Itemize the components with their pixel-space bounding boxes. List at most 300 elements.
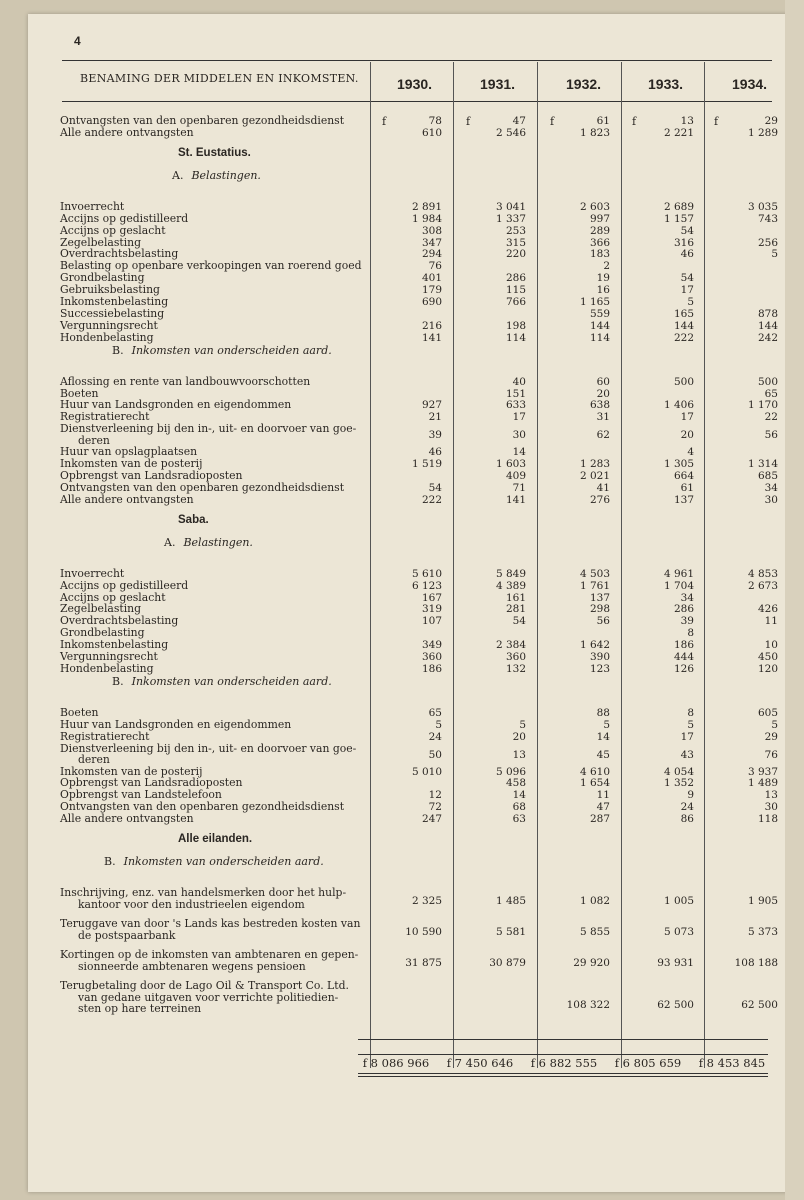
page-number: 4 (74, 34, 81, 48)
cell-value: 179 (421, 284, 442, 297)
cell-value: 5 373 (747, 925, 778, 938)
cell-value: 2 (603, 260, 610, 273)
cell-value: 12 (428, 789, 442, 802)
cell-value: 5 (771, 718, 778, 731)
cell-value: 5 849 (495, 567, 526, 580)
cell-value: 54 (680, 224, 694, 237)
cell-value: 20 (680, 429, 694, 442)
column-rule (621, 62, 622, 1068)
cell-value: 144 (589, 319, 610, 332)
cell-value: 43 (680, 748, 694, 761)
cell-value: 137 (673, 493, 694, 506)
cell-value: 60 (596, 375, 610, 388)
row-label: Accijns op geslacht (60, 223, 166, 237)
subsection-heading (104, 855, 324, 868)
cell-value: 56 (596, 615, 610, 628)
cell-value: 349 (421, 639, 442, 652)
cell-value: 216 (421, 319, 442, 332)
cell-value: 409 (505, 470, 526, 482)
row-label: Registratierecht (60, 410, 150, 424)
cell-value: 186 (421, 662, 442, 675)
cell-value: 198 (505, 319, 526, 332)
cell-value: 450 (757, 651, 778, 663)
currency-symbol: f (714, 115, 719, 128)
cell-value: 17 (680, 411, 694, 424)
cell-value: 17 (680, 730, 694, 743)
row-label: van gedane uitgaven voor verrichte politiedien- (78, 990, 339, 1004)
cell-value: 144 (757, 319, 778, 332)
row-label: Huur van Landsgronden en eigendommen (60, 398, 292, 412)
cell-value: 20 (596, 387, 610, 400)
cell-value: 4 054 (663, 765, 694, 778)
cell-value: 287 (589, 813, 610, 826)
row-label: Registratierecht (60, 729, 150, 743)
row-label: Grondbelasting (60, 626, 145, 640)
header-year-1931: 1931. (480, 76, 516, 92)
cell-value: 4 389 (495, 579, 526, 592)
cell-value: 247 (421, 813, 442, 826)
cell-value: 126 (673, 662, 694, 675)
header-year-1934: 1934. (732, 76, 768, 92)
cell-value: 2 384 (495, 639, 526, 652)
cell-value: 114 (589, 331, 610, 344)
cell-value: 3 035 (747, 200, 778, 213)
cell-value: 6 123 (411, 579, 442, 592)
row-label: de postspaarbank (78, 928, 176, 942)
cell-value: 31 875 (405, 956, 442, 969)
cell-value: 50 (428, 748, 442, 761)
subsection-letter: A. (164, 535, 176, 549)
row-label: Invoerrecht (60, 566, 125, 580)
cell-value: 132 (505, 662, 526, 675)
section-heading: Alle eilanden. (178, 833, 253, 845)
row-label: Aflossing en rente van landbouwvoorschotten (60, 374, 311, 388)
header-year-1932: 1932. (566, 76, 602, 92)
row-label: Ontvangsten van den openbaren gezondheidsdienst (60, 480, 345, 494)
cell-value: 61 (596, 115, 610, 127)
cell-value: 5 010 (411, 765, 442, 778)
cell-value: 8 (687, 627, 694, 640)
cell-value: 123 (589, 662, 610, 675)
cell-value: 3 041 (495, 200, 526, 213)
cell-value: 46 (680, 248, 694, 261)
currency-symbol: f (550, 115, 555, 128)
cell-value: 9 (687, 789, 694, 802)
cell-value: 76 (764, 748, 778, 761)
cell-value: 256 (757, 236, 778, 249)
row-label: sten op hare terreinen (78, 1002, 202, 1015)
cell-value: 167 (421, 591, 442, 604)
cell-value: 183 (589, 248, 610, 261)
cell-value: 161 (505, 591, 526, 604)
cell-value: 1 704 (663, 579, 694, 592)
header-rule-top (62, 60, 772, 61)
cell-value: 286 (505, 272, 526, 285)
cell-value: 2 221 (663, 126, 694, 139)
cell-value: 141 (421, 331, 442, 344)
row-label: Terugbetaling door de Lago Oil & Transport Co. Ltd. (60, 979, 349, 992)
cell-value: 308 (421, 224, 442, 237)
cell-value: 22 (764, 411, 778, 424)
cell-value: 426 (757, 603, 778, 616)
cell-value: 1 170 (747, 399, 778, 412)
cell-value: 222 (421, 493, 442, 506)
column-rule (704, 62, 705, 1068)
cell-value: 2 021 (579, 470, 610, 482)
currency-symbol: f (382, 115, 387, 128)
cell-value: 1 654 (579, 777, 610, 790)
total-1930: f 8 086 966 (362, 1056, 430, 1070)
header-year-1933: 1933. (648, 76, 684, 92)
cell-value: 61 (680, 481, 694, 494)
row-label: Alle andere ontvangsten (60, 125, 194, 139)
cell-value: 500 (673, 375, 694, 388)
cell-value: 4 961 (663, 567, 694, 580)
cell-value: 39 (680, 615, 694, 628)
cell-value: 878 (757, 307, 778, 320)
subsection-title: Inkomsten van onderscheiden aard. (123, 855, 324, 868)
total-1934: f 8 453 845 (698, 1056, 766, 1070)
cell-value: 685 (757, 470, 778, 482)
row-label: Zegelbelasting (60, 602, 142, 616)
row-label: Opbrengst van Landsradioposten (60, 776, 243, 790)
row-label: Grondbelasting (60, 271, 145, 285)
cell-value: 4 (687, 446, 694, 459)
cell-value: 5 581 (495, 925, 526, 938)
cell-value: 115 (505, 284, 526, 297)
cell-value: 633 (505, 399, 526, 412)
cell-value: 114 (505, 331, 526, 344)
row-label: Ontvangsten van den openbaren gezondheidsdienst (60, 800, 345, 814)
cell-value: 500 (757, 375, 778, 388)
cell-value: 390 (589, 651, 610, 663)
cell-value: 5 (519, 718, 526, 731)
total-1933: f 6 805 659 (614, 1056, 682, 1070)
row-label: Ontvangsten van den openbaren gezondheidsdienst (60, 114, 345, 127)
row-label: kantoor voor den industrieelen eigendom (78, 897, 305, 911)
cell-value: 610 (421, 126, 442, 139)
cell-value: 253 (505, 224, 526, 237)
cell-value: 605 (757, 706, 778, 719)
cell-value: 29 (764, 730, 778, 743)
section-heading: Saba. (178, 513, 209, 526)
row-label: Inkomstenbelasting (60, 295, 169, 308)
cell-value: 1 603 (495, 458, 526, 471)
cell-value: 11 (764, 615, 778, 628)
cell-value: 997 (589, 212, 610, 225)
cell-value: 62 500 (741, 999, 778, 1011)
cell-value: 222 (673, 331, 694, 344)
cell-value: 76 (428, 260, 442, 273)
cell-value: 5 (603, 718, 610, 731)
cell-value: 54 (428, 481, 442, 494)
cell-value: 68 (512, 801, 526, 814)
subsection-title: Inkomsten van onderscheiden aard. (131, 674, 332, 688)
subsection-letter: B. (104, 855, 116, 868)
cell-value: 24 (428, 730, 442, 743)
row-label: Dienstverleening bij den in-, uit- en doorvoer van goe- (60, 422, 357, 436)
cell-value: 276 (589, 493, 610, 506)
row-label: Inkomsten van de posterij (60, 764, 203, 778)
cell-value: 14 (512, 446, 526, 459)
row-label: Dienstverleening bij den in-, uit- en doorvoer van goe- (60, 741, 357, 755)
row-label: Hondenbelasting (60, 661, 154, 675)
cell-value: 4 853 (747, 567, 778, 580)
cell-value: 1 314 (747, 458, 778, 471)
total-underline (358, 1076, 768, 1077)
subsection-title: Belastingen. (183, 535, 253, 549)
cell-value: 1 005 (663, 894, 694, 907)
subsection-letter: A. (172, 168, 184, 182)
cell-value: 88 (596, 706, 610, 719)
cell-value: 2 325 (411, 894, 442, 907)
cell-value: 141 (505, 493, 526, 506)
row-label: Opbrengst van Landsradioposten (60, 469, 243, 482)
cell-value: 137 (589, 591, 610, 604)
cell-value: 286 (673, 603, 694, 616)
cell-value: 1 485 (495, 894, 526, 907)
cell-value: 2 546 (495, 126, 526, 139)
row-label: Inschrijving, enz. van handelsmerken door het hulp- (60, 886, 347, 899)
cell-value: 13 (512, 748, 526, 761)
cell-value: 31 (596, 411, 610, 424)
cell-value: 5 (435, 718, 442, 731)
cell-value: 315 (505, 236, 526, 249)
cell-value: 41 (596, 481, 610, 494)
cell-value: 316 (673, 236, 694, 249)
row-label: deren (78, 433, 110, 447)
row-label: Opbrengst van Landstelefoon (60, 788, 222, 802)
cell-value: 30 (764, 493, 778, 506)
cell-value: 29 (764, 115, 778, 127)
cell-value: 1 984 (411, 212, 442, 225)
subsection-title: Belastingen. (191, 168, 261, 182)
cell-value: 71 (512, 481, 526, 494)
cell-value: 62 500 (657, 999, 694, 1011)
cell-value: 30 (764, 801, 778, 814)
row-label: Inkomsten van de posterij (60, 457, 203, 471)
row-label: Vergunningsrecht (60, 650, 158, 663)
cell-value: 65 (428, 706, 442, 719)
row-label: Overdrachtsbelasting (60, 247, 179, 261)
row-label: Teruggave van door 's Lands kas bestreden kosten van (60, 917, 361, 930)
cell-value: 118 (757, 813, 778, 826)
cell-value: 2 689 (663, 200, 694, 213)
row-label: Alle andere ontvangsten (60, 492, 194, 506)
row-label: Huur van opslagplaatsen (60, 445, 198, 459)
cell-value: 5 (687, 718, 694, 731)
row-label: Accijns op gedistilleerd (60, 578, 189, 592)
cell-value: 165 (673, 307, 694, 320)
cell-value: 1 283 (579, 458, 610, 471)
row-label: Accijns op geslacht (60, 590, 166, 604)
cell-value: 4 610 (579, 765, 610, 778)
cell-value: 4 503 (579, 567, 610, 580)
column-rule (537, 62, 538, 1068)
cell-value: 1 489 (747, 777, 778, 790)
cell-value: 11 (596, 789, 610, 802)
cell-value: 1 165 (579, 296, 610, 308)
cell-value: 360 (505, 651, 526, 663)
cell-value: 1 337 (495, 212, 526, 225)
cell-value: 638 (589, 399, 610, 412)
cell-value: 17 (512, 411, 526, 424)
total-1931: f 7 450 646 (446, 1056, 514, 1070)
cell-value: 34 (680, 591, 694, 604)
cell-value: 458 (505, 777, 526, 790)
cell-value: 1 082 (579, 894, 610, 907)
cell-value: 1 157 (663, 212, 694, 225)
cell-value: 24 (680, 801, 694, 814)
row-label: Inkomstenbelasting (60, 638, 169, 652)
cell-value: 54 (512, 615, 526, 628)
cell-value: 559 (589, 307, 610, 320)
cell-value: 401 (421, 272, 442, 285)
cell-value: 289 (589, 224, 610, 237)
row-label: Overdrachtsbelasting (60, 614, 179, 628)
cell-value: 1 761 (579, 579, 610, 592)
subsection-letter: B. (112, 674, 124, 688)
row-label: Successiebelasting (60, 306, 165, 320)
cell-value: 664 (673, 470, 694, 482)
row-label: Boeten (60, 705, 99, 719)
cell-value: 3 937 (747, 765, 778, 778)
cell-value: 78 (428, 115, 442, 127)
cell-value: 34 (764, 481, 778, 494)
cell-value: 144 (673, 319, 694, 332)
cell-value: 281 (505, 603, 526, 616)
cell-value: 1 823 (579, 126, 610, 139)
cell-value: 2 891 (411, 200, 442, 213)
cell-value: 56 (764, 429, 778, 442)
row-label: Boeten (60, 386, 99, 400)
cell-value: 54 (680, 272, 694, 285)
cell-value: 927 (421, 399, 442, 412)
cell-value: 45 (596, 748, 610, 761)
cell-value: 5 (771, 248, 778, 261)
subsection-heading (112, 344, 332, 357)
cell-value: 151 (505, 387, 526, 400)
cell-value: 743 (757, 212, 778, 225)
cell-value: 30 879 (489, 956, 526, 969)
cell-value: 294 (421, 248, 442, 261)
cell-value: 1 305 (663, 458, 694, 471)
cell-value: 2 673 (747, 579, 778, 592)
cell-value: 319 (421, 603, 442, 616)
header-year-1930: 1930. (397, 76, 433, 92)
section-heading: St. Eustatius. (178, 146, 251, 159)
cell-value: 186 (673, 639, 694, 652)
header-rule-bottom (62, 101, 772, 102)
cell-value: 13 (764, 789, 778, 802)
cell-value: 63 (512, 813, 526, 826)
cell-value: 14 (512, 789, 526, 802)
row-label: Hondenbelasting (60, 330, 154, 344)
cell-value: 30 (512, 429, 526, 442)
cell-value: 40 (512, 375, 526, 388)
total-1932: f 6 882 555 (530, 1056, 598, 1070)
cell-value: 72 (428, 801, 442, 814)
cell-value: 366 (589, 236, 610, 249)
cell-value: 108 322 (566, 999, 610, 1011)
column-rule (453, 62, 454, 1068)
cell-value: 20 (512, 730, 526, 743)
row-label: Zegelbelasting (60, 235, 142, 249)
cell-value: 298 (589, 603, 610, 616)
subsection-heading (172, 169, 261, 182)
cell-value: 5 610 (411, 567, 442, 580)
cell-value: 5 073 (663, 925, 694, 938)
cell-value: 1 642 (579, 639, 610, 652)
cell-value: 21 (428, 411, 442, 424)
row-label: Kortingen op de inkomsten van ambtenaren en gepen- (60, 948, 359, 961)
row-label: Accijns op gedistilleerd (60, 211, 189, 225)
cell-value: 1 905 (747, 894, 778, 907)
cell-value: 1 352 (663, 777, 694, 790)
cell-value: 690 (421, 296, 442, 308)
cell-value: 93 931 (657, 956, 694, 969)
subsection-title: Inkomsten van onderscheiden aard. (131, 343, 332, 357)
page-edge (785, 0, 804, 1200)
cell-value: 347 (421, 236, 442, 249)
header-benaming: BENAMING DER MIDDELEN EN INKOMSTEN. (80, 72, 359, 85)
total-underline (358, 1073, 768, 1074)
cell-value: 5 855 (579, 925, 610, 938)
cell-value: 5 (687, 296, 694, 308)
subsection-heading (164, 536, 253, 549)
column-rule (370, 62, 371, 1068)
cell-value: 62 (596, 429, 610, 442)
cell-value: 39 (428, 429, 442, 442)
currency-symbol: f (466, 115, 471, 128)
cell-value: 2 603 (579, 200, 610, 213)
cell-value: 17 (680, 284, 694, 297)
cell-value: 120 (757, 662, 778, 675)
cell-value: 47 (512, 115, 526, 127)
row-label: Alle andere ontvangsten (60, 812, 194, 826)
subsection-letter: B. (112, 343, 124, 357)
cell-value: 5 096 (495, 765, 526, 778)
cell-value: 444 (673, 651, 694, 663)
cell-value: 108 188 (734, 956, 778, 969)
row-label: deren (78, 753, 110, 766)
row-label: Gebruiksbelasting (60, 283, 160, 297)
cell-value: 360 (421, 651, 442, 663)
cell-value: 13 (680, 115, 694, 127)
row-label: sionneerde ambtenaren wegens pensioen (78, 959, 306, 973)
cell-value: 242 (757, 331, 778, 344)
cell-value: 10 590 (405, 925, 442, 938)
subsection-heading (112, 675, 332, 688)
cell-value: 1 406 (663, 399, 694, 412)
cell-value: 16 (596, 284, 610, 297)
currency-symbol: f (632, 115, 637, 128)
row-label: Vergunningsrecht (60, 318, 158, 332)
row-label: Invoerrecht (60, 199, 125, 213)
cell-value: 65 (764, 387, 778, 400)
cell-value: 10 (764, 639, 778, 652)
cell-value: 47 (596, 801, 610, 814)
cell-value: 220 (505, 248, 526, 261)
cell-value: 19 (596, 272, 610, 285)
cell-value: 86 (680, 813, 694, 826)
cell-value: 1 289 (747, 126, 778, 139)
row-label: Huur van Landsgronden en eigendommen (60, 717, 292, 731)
row-label: Belasting op openbare verkoopingen van roerend goed (60, 259, 362, 273)
cell-value: 107 (421, 615, 442, 628)
total-rule (358, 1039, 768, 1055)
cell-value: 14 (596, 730, 610, 743)
